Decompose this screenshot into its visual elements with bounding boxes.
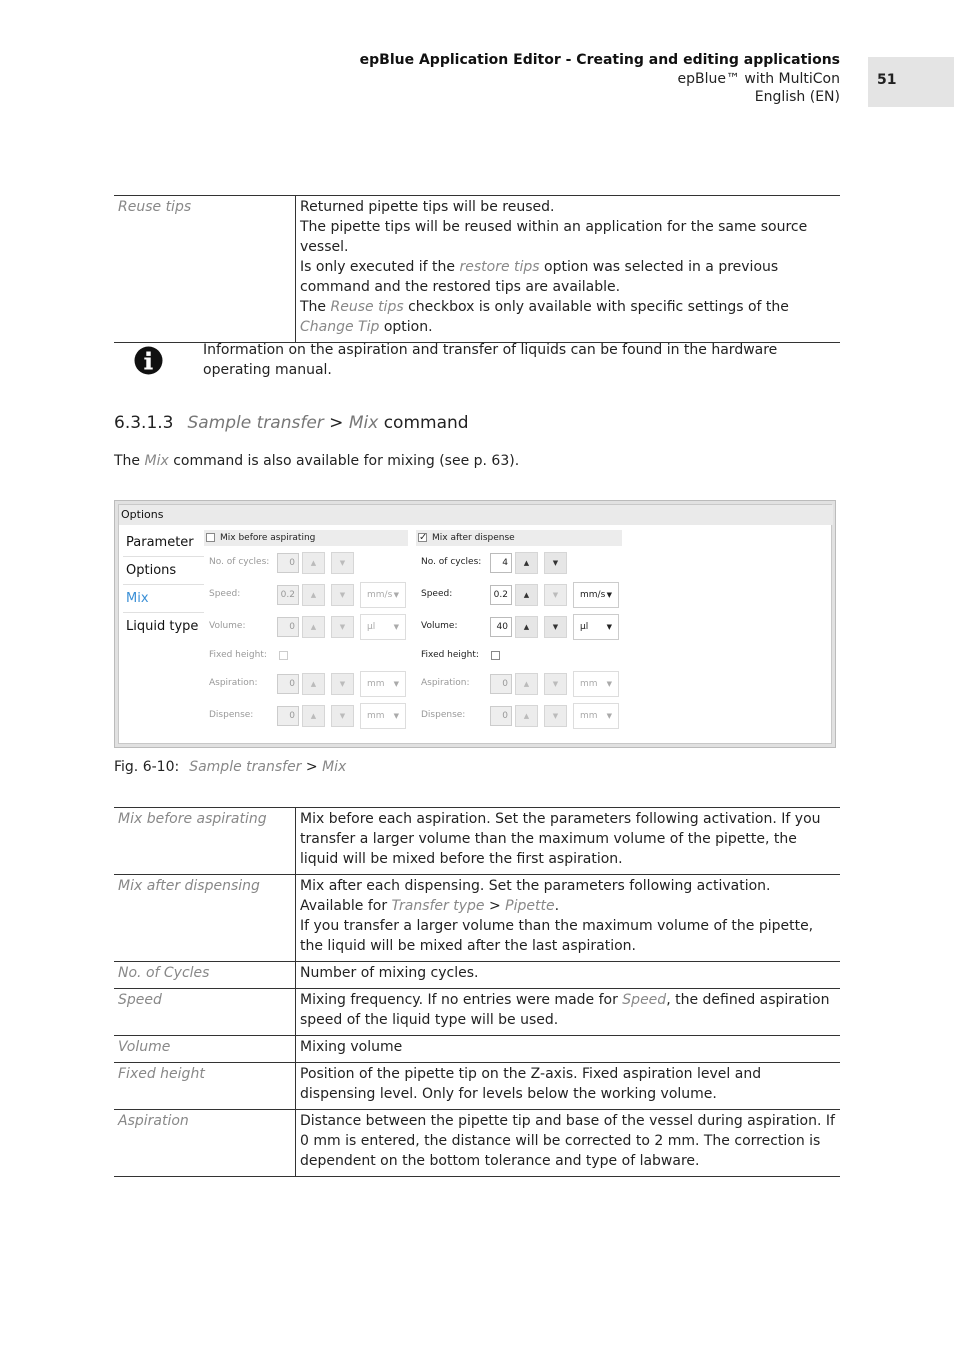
after-volume-label: Volume: xyxy=(421,621,458,631)
table-row xyxy=(114,1110,840,1177)
table-row xyxy=(114,962,840,989)
mix-parameters-table xyxy=(114,807,840,1177)
nav-item-options[interactable]: Options xyxy=(123,558,204,585)
term-cell: Speed xyxy=(114,989,296,1036)
before-volume-down[interactable]: ▼ xyxy=(331,616,354,638)
desc-line: The Reuse tips checkbox is only available with specific settings of the Change Tip option. xyxy=(300,299,789,335)
before-disp-field[interactable]: 0 xyxy=(277,706,299,726)
language-label: English (EN) xyxy=(754,89,840,105)
mix-before-header: Mix before aspirating xyxy=(204,530,408,546)
after-speed-label: Speed: xyxy=(421,589,453,599)
after-asp-down[interactable]: ▼ xyxy=(544,673,567,695)
term-cell: Volume xyxy=(114,1036,296,1063)
before-volume-unit[interactable]: µl ▼ xyxy=(360,614,406,640)
after-asp-unit[interactable]: mm ▼ xyxy=(573,671,619,697)
table-row xyxy=(114,1036,840,1063)
table-row xyxy=(114,1063,840,1110)
product-name: epBlue™ with MultiCon xyxy=(677,71,840,87)
desc-cell: Mix before each aspiration. Set the parameters following activation. If you transfer a larger volume than the maximum volume of the pipette, the liquid will be mixed before the first aspiration. xyxy=(296,808,841,875)
after-volume-up[interactable]: ▲ xyxy=(515,616,538,638)
desc-cell: Distance between the pipette tip and base of the vessel during aspiration. If 0 mm is entered, the distance will be corrected to 2 mm. The correction is dependent on the bottom tolerance and type of labware. xyxy=(296,1110,841,1177)
figure-caption: Fig. 6-10: Sample transfer > Mix xyxy=(114,759,347,775)
reuse-tips-table xyxy=(114,195,840,343)
before-cycles-up[interactable]: ▲ xyxy=(302,552,325,574)
table-row xyxy=(114,875,840,962)
desc-line: The pipette tips will be reused within an application for the same source vessel. xyxy=(300,219,808,255)
term-cell: Mix before aspirating xyxy=(114,808,296,875)
after-fixed-label: Fixed height: xyxy=(421,650,479,660)
before-cycles-field[interactable]: 0 xyxy=(277,553,299,573)
term-cell: No. of Cycles xyxy=(114,962,296,989)
after-asp-field[interactable]: 0 xyxy=(490,674,512,694)
after-fixed-checkbox[interactable] xyxy=(491,651,500,660)
desc-cell: Mix after each dispensing. Set the parameters following activation. Available for Transfer type > Pipette. If you transfer a larger volume than the maximum volume of the pipette, the liquid will be mixed after the last aspiration. xyxy=(296,875,841,962)
after-volume-down[interactable]: ▼ xyxy=(544,616,567,638)
section-heading: 6.3.1.3 Sample transfer > Mix command xyxy=(114,413,469,433)
before-asp-up[interactable]: ▲ xyxy=(302,673,325,695)
before-disp-down[interactable]: ▼ xyxy=(331,705,354,727)
after-asp-label: Aspiration: xyxy=(421,678,470,688)
after-cycles-label: No. of cycles: xyxy=(421,557,482,567)
term-cell: Fixed height xyxy=(114,1063,296,1110)
before-speed-label: Speed: xyxy=(209,589,241,599)
before-fixed-label: Fixed height: xyxy=(209,650,267,660)
before-asp-field[interactable]: 0 xyxy=(277,674,299,694)
after-speed-field[interactable]: 0.2 xyxy=(490,585,512,605)
page-number: 51 xyxy=(868,57,954,107)
term-cell: Aspiration xyxy=(114,1110,296,1177)
before-asp-down[interactable]: ▼ xyxy=(331,673,354,695)
before-volume-field[interactable]: 0 xyxy=(277,617,299,637)
before-speed-unit[interactable]: mm/s ▼ xyxy=(360,582,406,608)
before-volume-up[interactable]: ▲ xyxy=(302,616,325,638)
after-cycles-down[interactable]: ▼ xyxy=(544,552,567,574)
intro-text: The Mix command is also available for mixing (see p. 63). xyxy=(114,453,520,469)
desc-cell: Position of the pipette tip on the Z-axis. Fixed aspiration level and dispensing level. Only for levels below the working volume. xyxy=(296,1063,841,1110)
after-disp-up[interactable]: ▲ xyxy=(515,705,538,727)
before-asp-unit[interactable]: mm ▼ xyxy=(360,671,406,697)
desc-cell: Number of mixing cycles. xyxy=(296,962,841,989)
after-disp-down[interactable]: ▼ xyxy=(544,705,567,727)
before-asp-label: Aspiration: xyxy=(209,678,258,688)
after-cycles-up[interactable]: ▲ xyxy=(515,552,538,574)
before-fixed-checkbox[interactable] xyxy=(279,651,288,660)
after-asp-up[interactable]: ▲ xyxy=(515,673,538,695)
desc-cell: Mixing volume xyxy=(296,1036,841,1063)
mix-before-checkbox[interactable] xyxy=(206,533,215,542)
after-speed-unit[interactable]: mm/s ▼ xyxy=(573,582,619,608)
before-volume-label: Volume: xyxy=(209,621,246,631)
after-volume-field[interactable]: 40 xyxy=(490,617,512,637)
before-disp-label: Dispense: xyxy=(209,710,254,720)
before-disp-unit[interactable]: mm ▼ xyxy=(360,703,406,729)
after-speed-up[interactable]: ▲ xyxy=(515,584,538,606)
desc-line: Returned pipette tips will be reused. xyxy=(300,199,555,215)
options-header: Options xyxy=(119,505,833,525)
running-header-title: epBlue Application Editor - Creating and editing applications xyxy=(359,52,840,68)
before-speed-up[interactable]: ▲ xyxy=(302,584,325,606)
mix-after-checkbox[interactable] xyxy=(418,533,427,542)
desc-line: Is only executed if the restore tips option was selected in a previous command and the restored tips are available. xyxy=(300,259,779,295)
nav-item-parameter[interactable]: Parameter xyxy=(123,530,204,557)
running-header-sub xyxy=(677,70,840,106)
table-row xyxy=(114,196,840,343)
after-disp-field[interactable]: 0 xyxy=(490,706,512,726)
nav-item-liquid-type[interactable]: Liquid type xyxy=(126,619,199,634)
desc-cell: Mixing frequency. If no entries were made for Speed, the defined aspiration speed of the liquid type will be used. xyxy=(296,989,841,1036)
before-speed-down[interactable]: ▼ xyxy=(331,584,354,606)
before-disp-up[interactable]: ▲ xyxy=(302,705,325,727)
mix-after-header: ✓ Mix after dispense xyxy=(416,530,622,546)
before-cycles-down[interactable]: ▼ xyxy=(331,552,354,574)
table-row xyxy=(114,808,840,875)
after-disp-label: Dispense: xyxy=(421,710,466,720)
nav-item-mix[interactable]: Mix xyxy=(123,586,204,613)
after-disp-unit[interactable]: mm ▼ xyxy=(573,703,619,729)
term-cell: Mix after dispensing xyxy=(114,875,296,962)
mix-options-screenshot xyxy=(114,500,836,748)
before-speed-field[interactable]: 0.2 xyxy=(277,585,299,605)
after-speed-down[interactable]: ▼ xyxy=(544,584,567,606)
desc-cell xyxy=(296,196,841,343)
table-row xyxy=(114,989,840,1036)
term-cell: Reuse tips xyxy=(114,196,296,343)
note-text: Information on the aspiration and transfer of liquids can be found in the hardware operating manual. xyxy=(203,342,778,378)
after-cycles-field[interactable]: 4 xyxy=(490,553,512,573)
after-volume-unit[interactable]: µl ▼ xyxy=(573,614,619,640)
info-icon xyxy=(134,346,163,375)
before-cycles-label: No. of cycles: xyxy=(209,557,270,567)
